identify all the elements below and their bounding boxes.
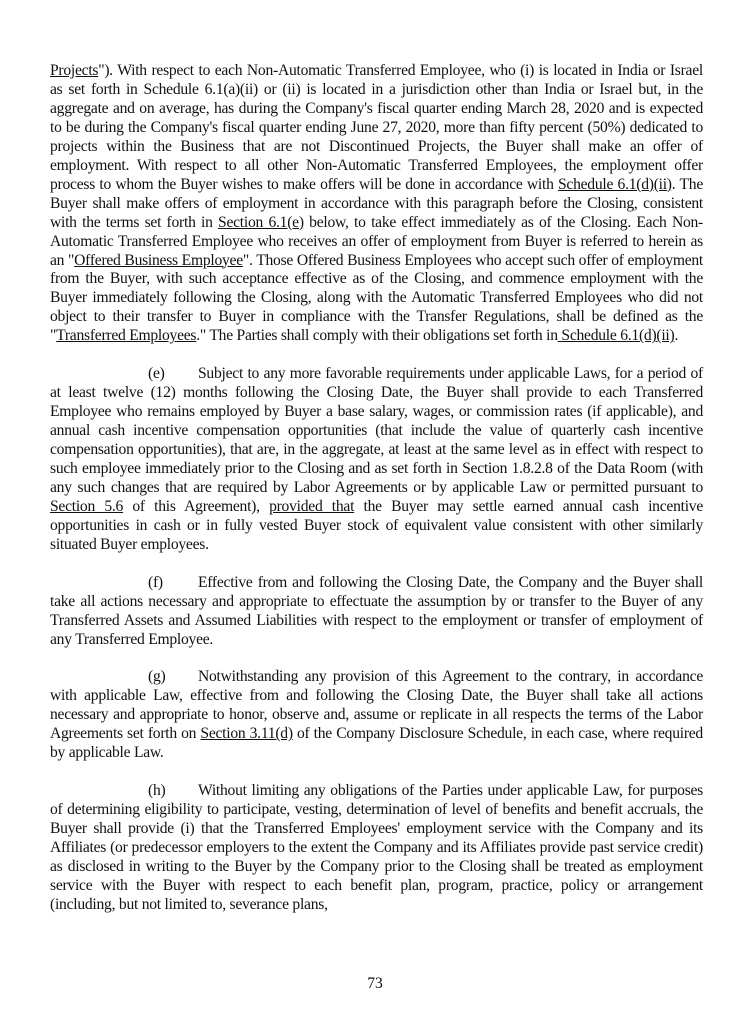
document-page <box>50 62 703 934</box>
paragraph-g: (g) Notwithstanding any provision of this Agreement to the contrary, in accordance with applicable Law, effective from and following the Closing Date, the Buyer shall take all actions necessary and appropriate to honor, observe and, assume or replicate in all respects the terms of the Labor Agreements set forth on Section 3.11(d) of the Company Disclosure Schedule, in each case, where required by applicable Law. <box>50 668 703 762</box>
section-reference: Section 3.11(d) <box>200 725 293 743</box>
proviso-term: provided that <box>269 497 355 515</box>
paragraph-label: (h) <box>148 782 166 800</box>
defined-term-offered-business-employee: Offered Business Employee <box>74 251 243 269</box>
defined-term-projects: Projects <box>50 62 99 79</box>
defined-term-transferred-employees: Transferred Employees <box>56 327 197 345</box>
paragraph-label: (g) <box>148 668 166 686</box>
section-reference: Section 5.6 <box>50 497 124 515</box>
paragraph-d-continued: Projects"). With respect to each Non-Automatic Transferred Employee, who (i) is located in India or Israel as set forth in Schedule 6.1(a)(ii) or (ii) is located in a jurisdiction other than India or Israel but, in the aggregate and on average, has during the Company's fiscal quarter ending March 28, 2020 and is expected to be during the Company's fiscal quarter ending June 27, 2020, more than fifty percent (50%) dedicated to projects within the Business that are not Discontinued Projects, the Buyer shall make an offer of employment. With respect to all other Non-Automatic Transferred Employees, the employment offer process to whom the Buyer wishes to make offers will be done in accordance with Schedule 6.1(d)(ii). The Buyer shall make offers of employment in accordance with this paragraph before the Closing, consistent with the terms set forth in Section 6.1(e) below, to take effect immediately as of the Closing. Each Non-Automatic Transferred Employee who receives an offer of employment from Buyer is referred to herein as an "Offered Business Employee". Those Offered Business Employees who accept such offer of employment from the Buyer, with such acceptance effective as of the Closing, and commence employment with the Buyer immediately following the Closing, along with the Automatic Transferred Employees who did not object to their transfer to Buyer in compliance with the Transfer Regulations, shall be defined as the "Transferred Employees." The Parties shall comply with their obligations set forth in Schedule 6.1(d)(ii). <box>50 62 704 345</box>
paragraph-h: (h) Without limiting any obligations of the Parties under applicable Law, for purposes of determining eligibility to participate, vesting, determination of level of benefits and benefit accruals, the Buyer shall provide (i) that the Transferred Employees' employment service with the Company and its Affiliates (or predecessor employers to the extent the Company and its Affiliates provide past service credit) as disclosed in writing to the Buyer by the Company prior to the Closing shall be treated as employment service with the Buyer with respect to each benefit plan, program, practice, policy or arrangement (including, but not limited to, severance plans, <box>50 782 703 913</box>
paragraph-label: (e) <box>148 365 165 383</box>
section-reference: Section 6.1(e) <box>218 213 304 231</box>
paragraph-label: (f) <box>148 573 163 591</box>
paragraph-e: (e) Subject to any more favorable requirements under applicable Laws, for a period of at least twelve (12) months following the Closing Date, the Buyer shall provide to each Transferred Employee who remains employed by Buyer a base salary, wages, or commission rates (if applicable), and annual cash incentive compensation opportunities (that include the value of quarterly cash incentive compensation opportunities), that are, in the aggregate, at least at the same level as in effect with respect to such employee immediately prior to the Closing and as set forth in Section 1.8.2.8 of the Data Room (with any such changes that are required by Labor Agreements or by applicable Law or permitted pursuant to Section 5.6 of this Agreement), provided that the Buyer may settle earned annual cash incentive opportunities in cash or in fully vested Buyer stock of equivalent value consistent with other similarly situated Buyer employees. <box>50 365 703 553</box>
schedule-reference: Schedule 6.1(d)(ii) <box>557 327 675 345</box>
page-number: 73 <box>367 975 383 992</box>
paragraph-f: (f) Effective from and following the Closing Date, the Company and the Buyer shall take all actions necessary and appropriate to effectuate the assumption by or transfer to the Buyer of any Transferred Assets and Assumed Liabilities with respect to the employment or transfer of employment of any Transferred Employee. <box>50 573 703 648</box>
schedule-reference: Schedule 6.1(d)(ii) <box>558 175 672 193</box>
